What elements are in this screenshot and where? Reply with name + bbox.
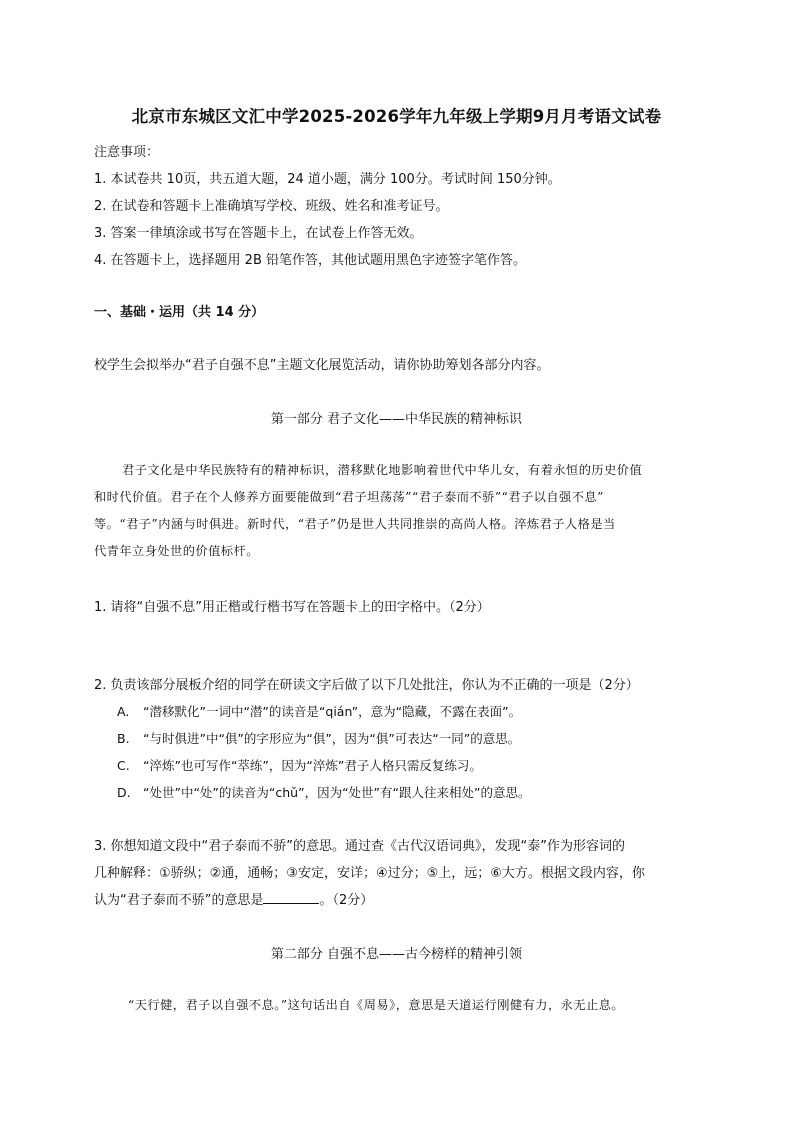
option-text: “潜移默化”一词中“潜”的读音是“qián”，意为“隐藏，不露在表面”。 bbox=[143, 704, 522, 719]
option-label: D. bbox=[117, 785, 131, 800]
option-text: “处世”中“处”的读音为“chǔ”，因为“处世”有“跟人往来相处”的意思。 bbox=[143, 785, 531, 800]
option-a bbox=[117, 702, 521, 720]
option-label: B. bbox=[117, 731, 130, 746]
part1-heading: 第一部分 君子文化——中华民族的精神标识 bbox=[270, 412, 523, 427]
option-text: “与时俱进”中“俱”的字形应为“俱”，因为“俱”可表达“一同”的意思。 bbox=[143, 731, 521, 746]
option-text: “淬炼”也可写作“萃练”，因为“淬炼”君子人格只需反复练习。 bbox=[143, 758, 482, 773]
passage-line: 代青年立身处世的价值标杆。 bbox=[94, 544, 259, 558]
note-item: 3. 答案一律填涂或书写在答题卡上，在试卷上作答无效。 bbox=[94, 226, 423, 241]
question-3-line bbox=[94, 889, 373, 908]
passage-line: 等。“君子”内涵与时俱进。新时代，“君子”仍是世人共同推崇的高尚人格。淬炼君子人格是当 bbox=[94, 517, 616, 531]
question-3-line: 几种解释：①骄纵；②通，通畅；③安定，安详；④过分；⑤上，远；⑥大方。根据文段内容，你 bbox=[94, 866, 645, 881]
option-b bbox=[117, 729, 520, 747]
part2-heading: 第二部分 自强不息——古今榜样的精神引领 bbox=[270, 947, 523, 962]
note-item: 2. 在试卷和答题卡上准确填写学校、班级、姓名和准考证号。 bbox=[94, 199, 449, 214]
question-2-stem: 2. 负责该部分展板介绍的同学在研读文字后做了以下几处批注，你认为不正确的一项是（2分） bbox=[94, 678, 639, 693]
passage-line: 和时代价值。君子在个人修养方面要能做到“君子坦荡荡”“君子泰而不骄”“君子以自强不息” bbox=[94, 490, 604, 504]
note-item: 1. 本试卷共 10页，共五道大题，24 道小题，满分 100分。考试时间 150分钟。 bbox=[94, 172, 561, 187]
note-item: 4. 在答题卡上，选择题用 2B 铅笔作答，其他试题用黑色字迹签字笔作答。 bbox=[94, 253, 526, 268]
question-1: 1. 请将“自强不息”用正楷或行楷书写在答题卡上的田字格中。（2分） bbox=[94, 600, 490, 615]
section-heading: 一、基础・运用（共 14 分） bbox=[94, 305, 265, 320]
option-c bbox=[117, 756, 482, 774]
notes-heading: 注意事项： bbox=[94, 145, 160, 160]
section-intro: 校学生会拟举办“君子自强不息”主题文化展览活动，请你协助筹划各部分内容。 bbox=[94, 358, 550, 373]
question-3-score: 。（2分） bbox=[319, 893, 374, 908]
passage-line: 君子文化是中华民族特有的精神标识，潜移默化地影响着世代中华儿女，有着永恒的历史价值 bbox=[122, 463, 643, 477]
question-3-line: 3. 你想知道文段中“君子泰而不骄”的意思。通过查《古代汉语词典》，发现“泰”作为形容词的 bbox=[94, 839, 625, 854]
option-d bbox=[117, 783, 530, 801]
question-3-text: 认为“君子泰而不骄”的意思是 bbox=[94, 893, 264, 908]
exam-title: 北京市东城区文汇中学2025-2026学年九年级上学期9月月考语文试卷 bbox=[131, 107, 662, 126]
passage-line: “天行健，君子以自强不息。”这句话出自《周易》，意思是天道运行刚健有力，永无止息。 bbox=[128, 998, 625, 1012]
answer-blank[interactable] bbox=[263, 891, 319, 904]
option-label: C. bbox=[117, 758, 130, 773]
option-label: A. bbox=[117, 704, 130, 719]
